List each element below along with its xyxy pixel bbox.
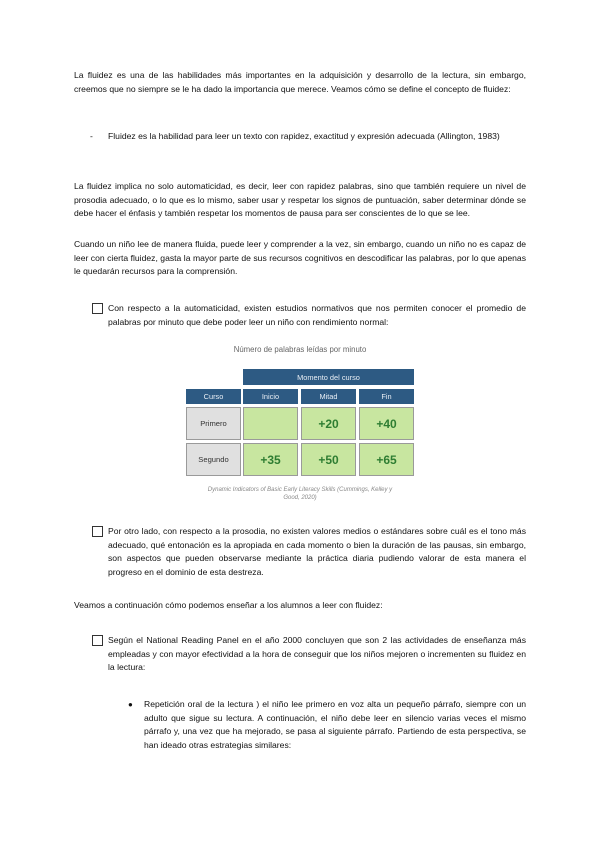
cell-segundo-mitad: +50: [301, 443, 356, 476]
col-header-fin: Fin: [359, 389, 414, 404]
col-header-course: Curso: [186, 389, 241, 404]
row-label-segundo: Segundo: [186, 443, 241, 476]
intro-paragraph: La fluidez es una de las habilidades más importantes en la adquisición y desarrollo de la lectura, sin embargo, creemos que no siempre se le ha dado la importancia que merece. Veamos cómo se define el concepto de fluidez:: [74, 70, 526, 94]
checkbox-prosody[interactable]: [92, 526, 103, 537]
nrp-check-paragraph: Según el National Reading Panel en el año 2000 concluyen que son 2 las actividades de enseñanza más empleadas y con mayor efectividad a la hora de conseguir que los niños mejoren o incrementen su fluidez en la lectura:: [108, 635, 526, 672]
col-header-mitad: Mitad: [301, 389, 356, 404]
cell-primero-mitad: +20: [301, 407, 356, 440]
definition-paragraph: Fluidez es la habilidad para leer un texto con rapidez, exactitud y expresión adecuada (Allington, 1983): [108, 131, 500, 141]
automaticity-check-paragraph: Con respecto a la automaticidad, existen estudios normativos que nos permiten conocer el promedio de palabras por minuto que debe poder leer un niño con rendimiento normal:: [108, 303, 526, 327]
checkbox-automaticity[interactable]: [92, 303, 103, 314]
repeated-reading-paragraph: Repetición oral de la lectura ) el niño lee primero en voz alta un pequeño párrafo, siempre con un adulto que sigue su lectura. A continuación, el niño debe leer en silencio varias veces el mismo párrafo y, una vez que ha mejorado, se pasa al siguiente párrafo. Partiendo de esta perspectiva, se han ideado otras estrategias similares:: [144, 699, 526, 750]
col-header-inicio: Inicio: [243, 389, 298, 404]
bullet-icon: ●: [128, 700, 133, 709]
cell-segundo-fin: +65: [359, 443, 414, 476]
teach-intro-paragraph: Veamos a continuación cómo podemos enseñar a los alumnos a leer con fluidez:: [74, 600, 383, 610]
row-label-primero: Primero: [186, 407, 241, 440]
prosody-check-paragraph: Por otro lado, con respecto a la prosodia, no existen valores medios o estándares sobre cuál es el tono más adecuado, qué entonación es la apropiada en cada momento o bien la duración de las pausas, sin embargo, son aspectos que pueden observarse mediante la práctica diaria pudiendo valorar de esta manera el progreso en el dominio de esta destreza.: [108, 526, 526, 577]
cell-segundo-inicio: +35: [243, 443, 298, 476]
cell-primero-inicio: [243, 407, 298, 440]
figure-title: Número de palabras leídas por minuto: [233, 345, 367, 354]
definition-dash: -: [90, 131, 93, 141]
figure-caption: Dynamic Indicators of Basic Early Literacy Skills (Cummings, Kelley y Good, 2020): [207, 487, 393, 501]
group-header: Momento del curso: [243, 369, 414, 385]
cell-primero-fin: +40: [359, 407, 414, 440]
resources-paragraph: Cuando un niño lee de manera fluida, puede leer y comprender a la vez, sin embargo, cuando un niño no es capaz de leer con cierta fluidez, gasta la mayor parte de sus recursos cognitivos en descodificar las palabras, por lo que apenas le quedarán recursos para la comprensión.: [74, 239, 526, 276]
checkbox-nrp[interactable]: [92, 635, 103, 646]
automaticity-paragraph: La fluidez implica no solo automaticidad, es decir, leer con rapidez palabras, sino que también requiere un nivel de prosodia adecuado, o lo que es lo mismo, saber usar y respetar los signos de puntuación, saber determinar dónde se debe hacer el énfasis y también respetar los momentos de pausa para ser conscientes de lo que se lee.: [74, 181, 526, 218]
